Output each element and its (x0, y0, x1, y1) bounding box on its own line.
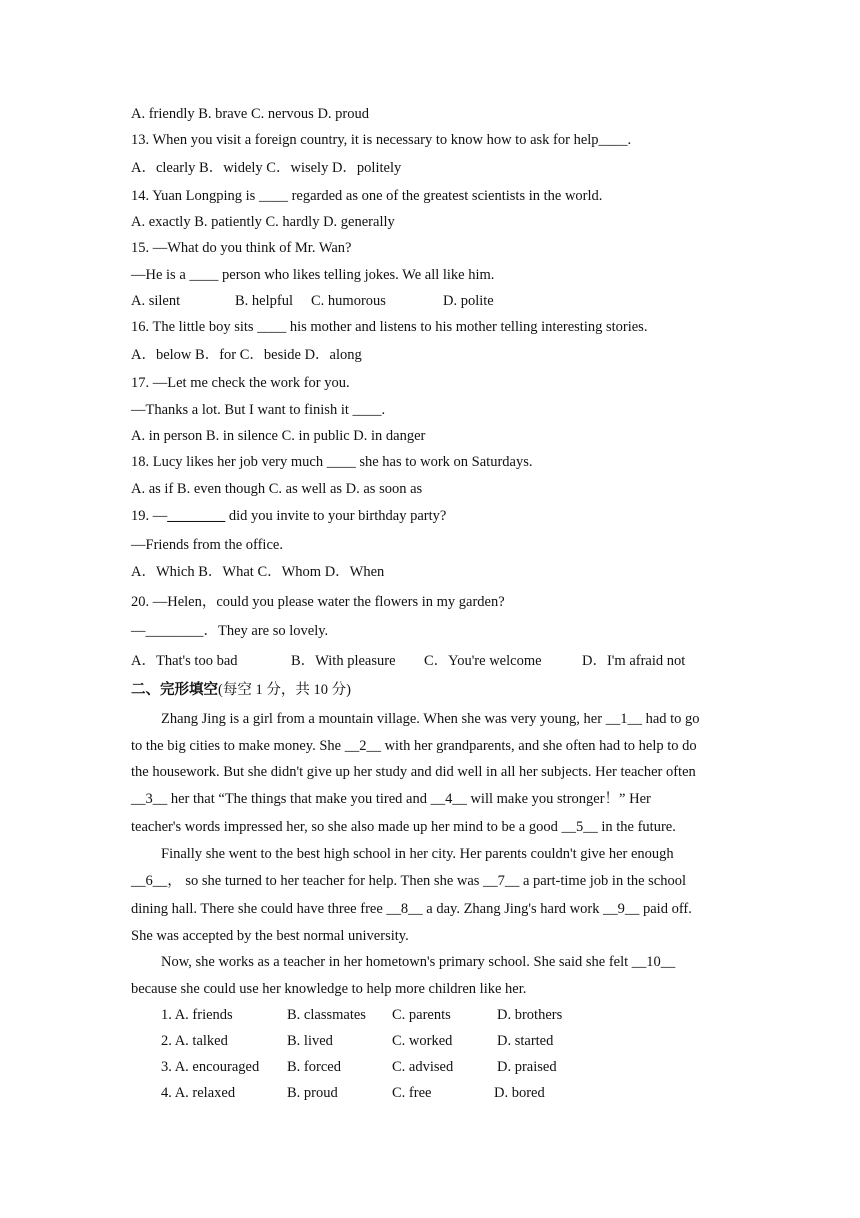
passage-line: Finally she went to the best high school in her city. Her parents couldn't give her enough (161, 846, 674, 862)
cloze-2-option-a: 2. A. talked (161, 1033, 228, 1049)
q17-line2: —Thanks a lot. But I want to finish it ____. (131, 402, 386, 418)
passage-line: She was accepted by the best normal university. (131, 928, 409, 944)
q19-line2: —Friends from the office. (131, 537, 283, 553)
q15-stem: 15. —What do you think of Mr. Wan? (131, 240, 352, 256)
q13-options: A．clearly B．widely C．wisely D．politely (131, 160, 402, 176)
passage-line: __6__， so she turned to her teacher for help. Then she was __7__ a part-time job in the school (131, 873, 687, 889)
passage-line: to the big cities to make money. She __2__ with her grandparents, and she often had to help to do (131, 738, 697, 754)
q19-options: A．Which B．What C．Whom D．When (131, 564, 385, 580)
section-score-note: (每空 1 分，共 10 分) (218, 682, 351, 698)
cloze-1-option-a: 1. A. friends (161, 1007, 233, 1023)
q18-options: A. as if B. even though C. as well as D. as soon as (131, 481, 423, 497)
q15-option-c: C. humorous (311, 293, 386, 309)
cloze-4-option-b: B. proud (287, 1085, 338, 1101)
cloze-3-option-a: 3. A. encouraged (161, 1059, 260, 1075)
q20-line2: —________．They are so lovely. (131, 623, 329, 639)
q15-option-b: B. helpful (235, 293, 293, 309)
cloze-1-option-b: B. classmates (287, 1007, 366, 1023)
passage-line: __3__ her that “The things that make you tired and __4__ will make you stronger！” Her (131, 791, 651, 807)
cloze-4-option-c: C. free (392, 1085, 432, 1101)
q20-stem: 20. —Helen，could you please water the flowers in my garden? (131, 594, 505, 610)
q17-options: A. in person B. in silence C. in public D. in danger (131, 428, 426, 444)
cloze-3-option-d: D. praised (497, 1059, 557, 1075)
cloze-2-option-c: C. worked (392, 1033, 453, 1049)
q19-stem-end: did you invite to your birthday party? (225, 508, 447, 524)
cloze-3-option-c: C. advised (392, 1059, 454, 1075)
q14-options: A. exactly B. patiently C. hardly D. generally (131, 214, 395, 230)
section-title: 二、完形填空 (131, 682, 218, 698)
q14-stem: 14. Yuan Longping is ____ regarded as one of the greatest scientists in the world. (131, 188, 603, 204)
q18-stem: 18. Lucy likes her job very much ____ she has to work on Saturdays. (131, 454, 533, 470)
cloze-4-option-a: 4. A. relaxed (161, 1085, 236, 1101)
cloze-3-option-b: B. forced (287, 1059, 341, 1075)
passage-line: teacher's words impressed her, so she also made up her mind to be a good __5__ in the future. (131, 819, 676, 835)
q13-stem: 13. When you visit a foreign country, it is necessary to know how to ask for help____. (131, 132, 632, 148)
q19-stem-start: 19. — (131, 508, 168, 524)
passage-line: Zhang Jing is a girl from a mountain village. When she was very young, her __1__ had to go (161, 711, 700, 727)
q12-options: A. friendly B. brave C. nervous D. proud (131, 106, 369, 122)
cloze-2-option-b: B. lived (287, 1033, 333, 1049)
cloze-1-option-c: C. parents (392, 1007, 451, 1023)
passage-line: because she could use her knowledge to help more children like her. (131, 981, 527, 997)
q20-option-a: A．That's too bad (131, 653, 238, 669)
passage-line: Now, she works as a teacher in her hometown's primary school. She said she felt __10__ (161, 954, 676, 970)
q15-option-a: A. silent (131, 293, 181, 309)
q19-blank: ________ (167, 508, 226, 524)
passage-line: dining hall. There she could have three free __8__ a day. Zhang Jing's hard work __9__ paid off. (131, 901, 692, 917)
q16-stem: 16. The little boy sits ____ his mother and listens to his mother telling interesting stories. (131, 319, 648, 335)
cloze-2-option-d: D. started (497, 1033, 554, 1049)
section-heading (131, 680, 351, 700)
q20-option-b: B．With pleasure (291, 653, 396, 669)
q20-option-c: C．You're welcome (424, 653, 542, 669)
q15-line2: —He is a ____ person who likes telling jokes. We all like him. (131, 267, 495, 283)
q15-option-d: D. polite (443, 293, 494, 309)
q17-stem: 17. —Let me check the work for you. (131, 375, 350, 391)
q20-option-d: D．I'm afraid not (582, 653, 686, 669)
cloze-4-option-d: D. bored (494, 1085, 545, 1101)
cloze-1-option-d: D. brothers (497, 1007, 563, 1023)
passage-line: the housework. But she didn't give up her study and did well in all her subjects. Her teacher often (131, 764, 696, 780)
q16-options: A．below B．for C．beside D．along (131, 347, 362, 363)
q19-stem (131, 506, 446, 526)
